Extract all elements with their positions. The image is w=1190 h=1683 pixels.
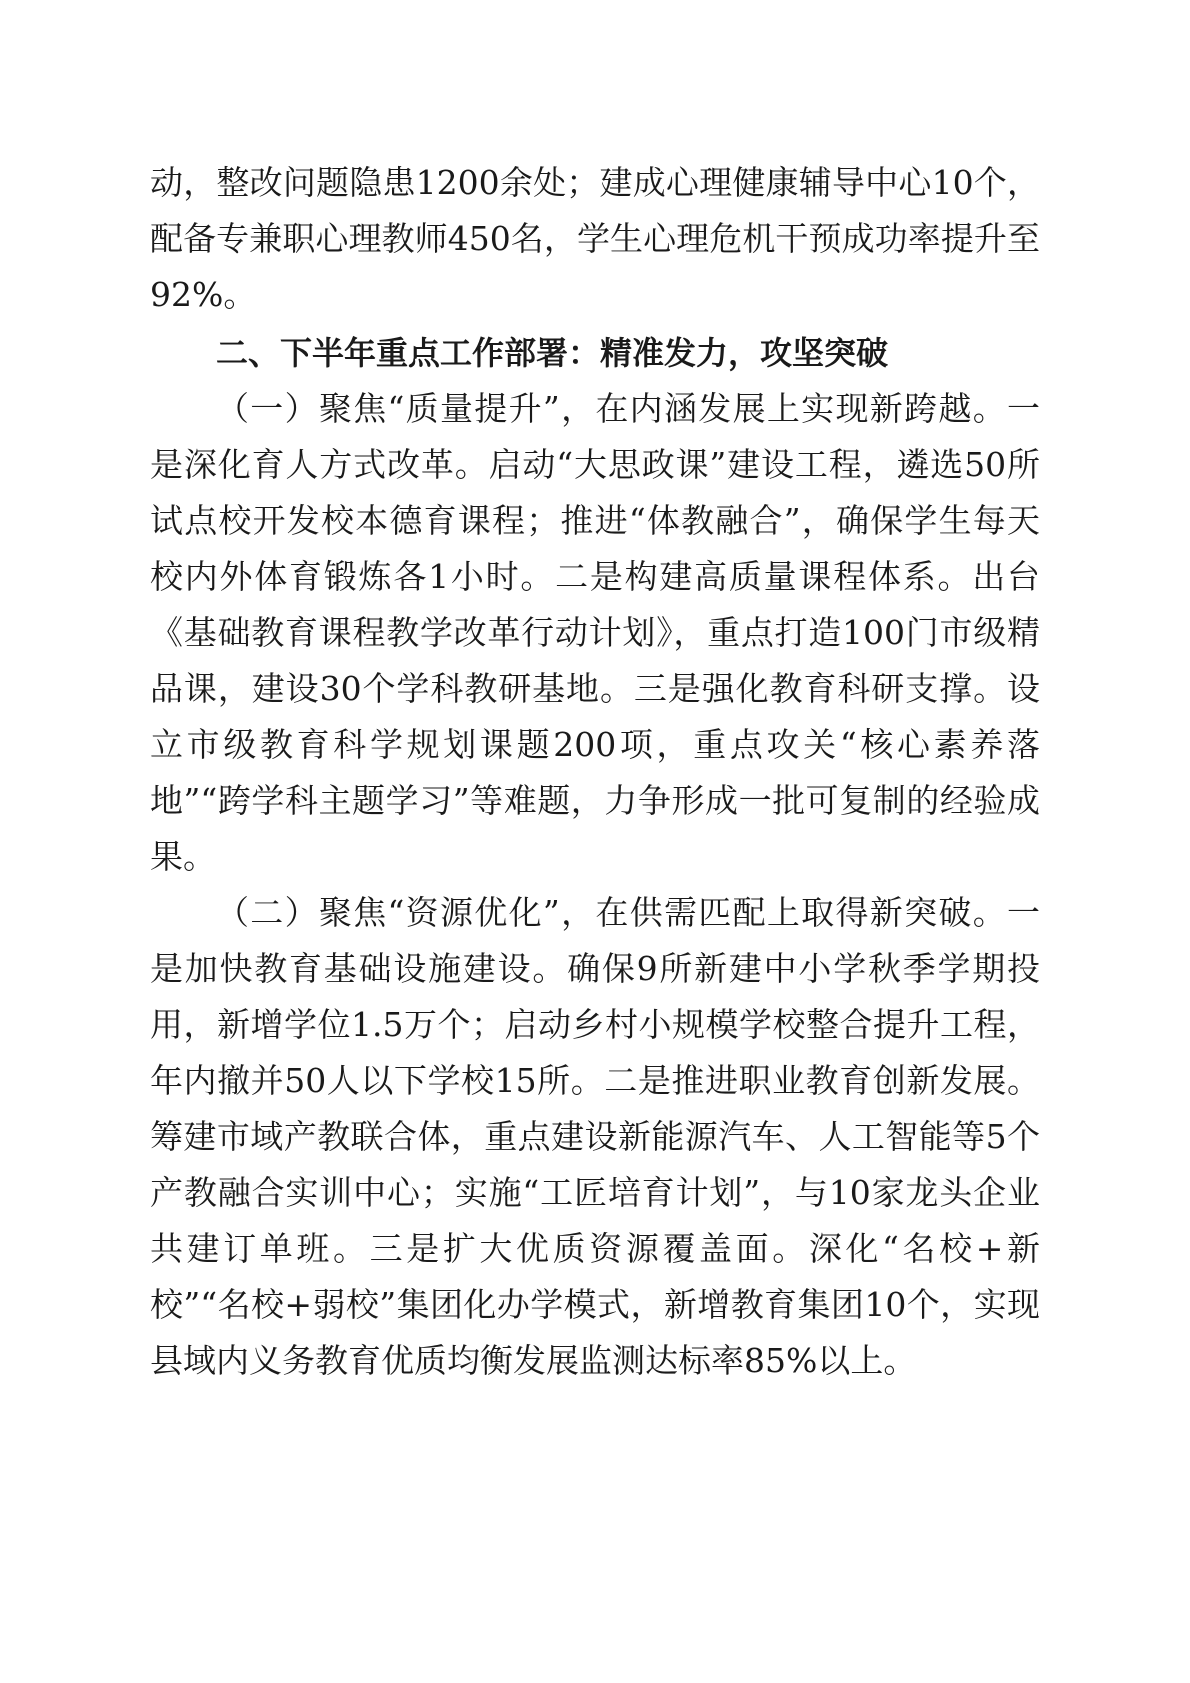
continued-paragraph: 动，整改问题隐患1200余处；建成心理健康辅导中心10个，配备专兼职心理教师450名，学生心理危机干预成功率提升至92%。 <box>150 163 1040 314</box>
paragraph-resources: （二）聚焦“资源优化”，在供需匹配上取得新突破。一是加快教育基础设施建设。确保9所新建中小学秋季学期投用，新增学位1.5万个；启动乡村小规模学校整合提升工程，年内撤并50人以下学校15所。二是推进职业教育创新发展。筹建市域产教联合体，重点建设新能源汽车、人工智能等5个产教融合实训中心；实施“工匠培育计划”，与10家龙头企业共建订单班。三是扩大优质资源覆盖面。深化“名校+新校”“名校+弱校”集团化办学模式，新增教育集团10个，实现县域内义务教育优质均衡发展监测达标率85%以上。 <box>150 893 1040 1380</box>
section-heading: 二、下半年重点工作部署：精准发力，攻坚突破 <box>216 334 889 372</box>
paragraph-quality: （一）聚焦“质量提升”，在内涵发展上实现新跨越。一是深化育人方式改革。启动“大思政课”建设工程，遴选50所试点校开发校本德育课程；推进“体教融合”，确保学生每天校内外体育锻炼各1小时。二是构建高质量课程体系。出台《基础教育课程教学改革行动计划》，重点打造100门市级精品课，建设30个学科教研基地。三是强化教育科研支撑。设立市级教育科学规划课题200项，重点攻关“核心素养落地”“跨学科主题学习”等难题，力争形成一批可复制的经验成果。 <box>150 389 1040 876</box>
document-page <box>150 155 1040 1389</box>
